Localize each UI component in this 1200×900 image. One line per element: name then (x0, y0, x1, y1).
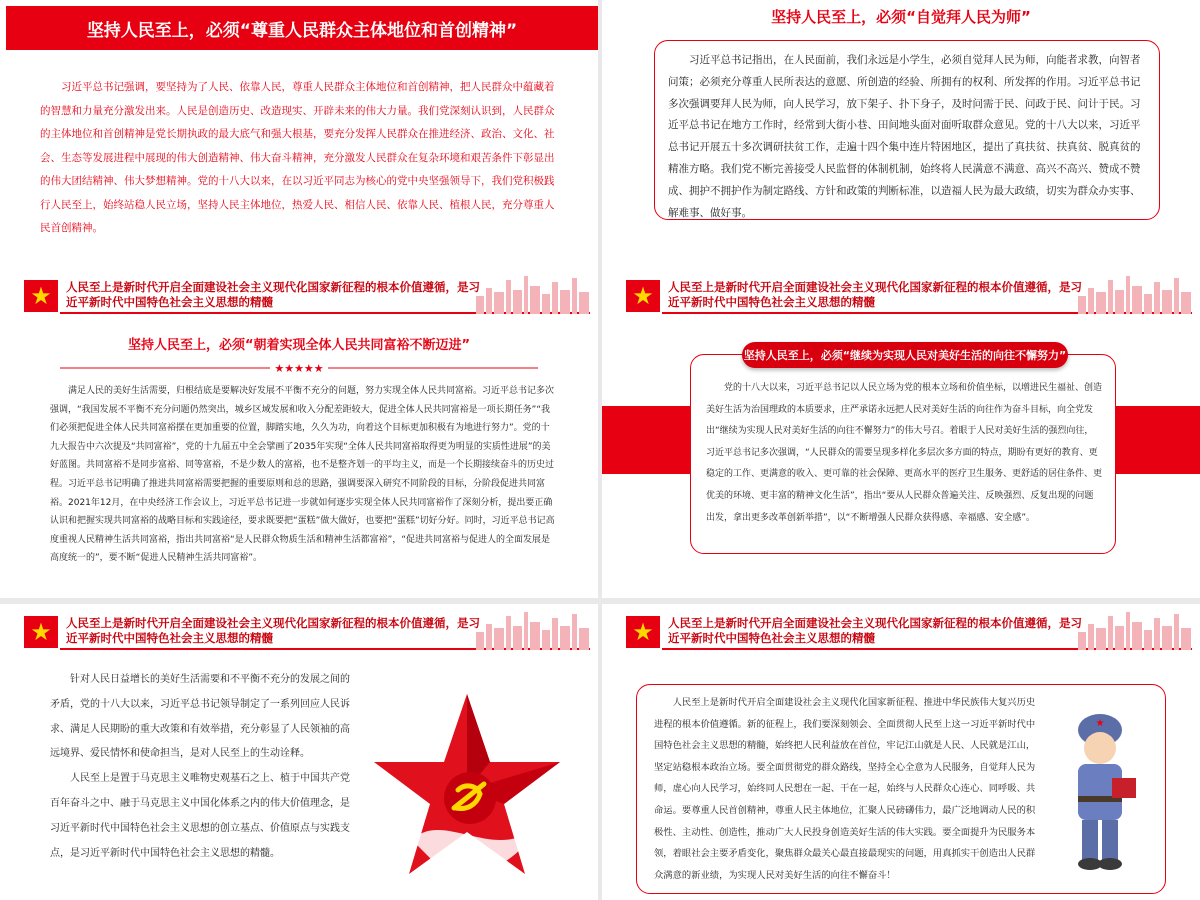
slide-2-body: 习近平总书记指出，在人民面前，我们永远是小学生，必须自觉拜人民为师，向能者求教，向智者问策；必须充分尊重人民所表达的意愿、所创造的经验、所拥有的权利、所发挥的作用。习近平总书记多次强调要拜人民为师，向人民学习，放下架子、扑下身子，及时问需于民、问政于民、问计于民。习近平总书记在地方工作时，经常到大街小巷、田间地头面对面听取群众意见。党的十八大以来，习近平总书记开展五十多次调研扶贫工作，走遍十四个集中连片特困地区，提出了真扶贫、扶真贫、脱真贫的精准方略。我们党不断完善接受人民监督的体制机制，始终将人民满意不满意、高兴不高兴、赞成不赞成、拥护不拥护作为制定路线、方针和政策的判断标准，以造福人民为最大政绩，切实为群众办实事、解难事、做好事。 (668, 54, 1141, 219)
city-skyline-icon (1074, 270, 1194, 314)
star-divider (60, 362, 538, 374)
slide-header (602, 268, 1200, 324)
slide-4-title: 坚持人民至上，必须“继续为实现人民对美好生活的向往不懈努力” (742, 342, 1068, 368)
slide-5-paragraph-2: 人民至上是置于马克思主义唯物史观基石之上、植于中国共产党百年奋斗之中、融于马克思主义中国化体系之内的伟大价值理念，是习近平新时代中国特色社会主义思想的创立基点、价值原点与实践支点，是习近平新时代中国特色社会主义思想的精髓。 (50, 773, 350, 859)
slide-5-paragraph-1: 针对人民日益增长的美好生活需要和不平衡不充分的发展之间的矛盾，党的十八大以来，习近平总书记领导制定了一系列回应人民诉求、满足人民期盼的重大改策和有效举措，充分彰显了人民领袖的高远境界、爱民情怀和使命担当，是对人民至上的生动诠释。 (50, 674, 350, 760)
slide-2-title: 坚持人民至上，必须“自觉拜人民为师” (771, 8, 1031, 26)
star-icon: ★ (30, 282, 52, 310)
slide-header (602, 604, 1200, 660)
slide-6-body: 人民至上是新时代开启全面建设社会主义现代化国家新征程、推进中华民族伟大复兴历史进程的根本价值遵循。新的征程上，我们要深刻领会、全面贯彻人民至上这一习近平新时代中国特色社会主义思想的精髓，始终把人民利益放在首位，牢记江山就是人民、人民就是江山，坚定站稳根本政治立场。要全面贯彻党的群众路线，坚持全心全意为人民服务，自觉拜人民为师，虚心向人民学习，始终同人民想在一起、干在一起，始终与人民群众心连心、同呼吸、共命运。要尊重人民首创精神，尊重人民主体地位，汇聚人民磅礴伟力，最广泛地调动人民的积极性、主动性、创造性，推动广大人民投身创造美好生活的伟大实践。要全面提升为民服务本领，着眼社会主要矛盾变化，聚焦群众最关心最直接最现实的问题，用真抓实干创造出人民群众满意的新业绩，为实现人民对美好生活的向往不懈奋斗！ (654, 697, 1036, 881)
star-badge (24, 616, 58, 648)
star-badge (626, 616, 660, 648)
slide-3 (0, 268, 598, 598)
slide-4 (602, 268, 1200, 598)
star-badge (626, 280, 660, 312)
slide-1-body: 习近平总书记强调，要坚持为了人民、依靠人民，尊重人民群众主体地位和首创精神，把人民群众中蕴藏着的智慧和力量充分激发出来。人民是创造历史、改造现实、开辟未来的伟大力量。我们党深刻认识到，人民群众的主体地位和首创精神是党长期执政的最大底气和强大根基，要充分发挥人民群众在推进经济、政治、文化、社会、生态等发展进程中展现的伟大创造精神、伟大奋斗精神，充分激发人民群众在复杂环境和艰苦条件下彰显出的伟大团结精神、伟大梦想精神。党的十八大以来，在以习近平同志为核心的党中央坚强领导下，我们党积极践行人民至上，始终站稳人民立场，坚持人民主体地位，热爱人民、相信人民、依靠人民、植根人民，充分尊重人民首创精神。 (40, 81, 555, 234)
slide-header (0, 268, 598, 324)
header-title: 人民至上是新时代开启全面建设社会主义现代化国家新征程的根本价值遵循，是习近平新时代中国特色社会主义思想的精髓 (66, 280, 480, 309)
svg-text:★: ★ (1095, 718, 1105, 729)
slide-header (0, 604, 598, 660)
header-title: 人民至上是新时代开启全面建设社会主义现代化国家新征程的根本价值遵循，是习近平新时代中国特色社会主义思想的精髓 (66, 616, 480, 645)
city-skyline-icon (472, 270, 592, 314)
slide-3-body: 满足人民的美好生活需要，归根结底是要解决好发展不平衡不充分的问题，努力实现全体人民共同富裕。习近平总书记多次强调，“我国发展不平衡不充分问题仍然突出，城乡区域发展和收入分配差距较大，促进全体人民共同富裕是一项长期任务”“我们必须把促进全体人民共同富裕摆在更加重要的位置，脚踏实地，久久为功，向着这个目标更加积极有为地进行努力”。党的十九大报告中六次提及“共同富裕”，党的十九届五中全会擘画了2035年实现“全体人民共同富裕取得更为明显的实质性进展”的美好蓝图。共同富裕不是同步富裕、同等富裕，不是少数人的富裕，也不是整齐划一的平均主义，而是一个长期接续奋斗的历史过程。习近平总书记明确了推进共同富裕需要把握的重要原则和总的思路，强调要深入研究不同阶段的目标，分阶段促进共同富裕。2021年12月，在中央经济工作会议上，习近平总书记进一步就如何逐步实现全体人民共同富裕作了深刻分析，提出要正确认识和把握实现共同富裕的战略目标和实践途径，要求既要把“蛋糕”做大做好，也要把“蛋糕”切好分好。同时，习近平总书记高度重视人民精神生活共同富裕，指出共同富裕“是人民群众物质生活和精神生活都富裕”，“促进共同富裕与促进人的全面发展是高度统一的”，要不断“促进人民精神生活共同富裕”。 (50, 386, 555, 564)
star-icon: ★ (632, 282, 654, 310)
city-skyline-icon (1074, 606, 1194, 650)
party-emblem-star-icon (372, 690, 562, 890)
slide-6 (602, 604, 1200, 900)
header-title: 人民至上是新时代开启全面建设社会主义现代化国家新征程的根本价值遵循，是习近平新时代中国特色社会主义思想的精髓 (668, 280, 1082, 309)
city-skyline-icon (472, 606, 592, 650)
slide-5 (0, 604, 598, 900)
slide-5-body (50, 668, 350, 866)
slide-1 (0, 0, 598, 298)
soldier-reading-icon (1054, 702, 1148, 882)
slide-3-title: 坚持人民至上，必须“朝着实现全体人民共同富裕不断迈进” (127, 338, 471, 353)
header-title: 人民至上是新时代开启全面建设社会主义现代化国家新征程的根本价值遵循，是习近平新时代中国特色社会主义思想的精髓 (668, 616, 1082, 645)
star-divider-stars: ★★★★★ (274, 362, 324, 374)
star-badge (24, 280, 58, 312)
star-icon: ★ (30, 618, 52, 646)
slide-4-body: 党的十八大以来，习近平总书记以人民立场为党的根本立场和价值坐标，以增进民生福祉、创造美好生活为治国理政的本质要求，庄严承诺永远把人民对美好生活的向往作为奋斗目标，向全党发出“继续为实现人民对美好生活的向往不懈努力”的伟大号召。着眼于人民对美好生活的强烈向往，习近平总书记多次强调，“人民群众的需要呈现多样化多层次多方面的特点，期盼有更好的教育、更稳定的工作、更满意的收入、更可靠的社会保障、更高水平的医疗卫生服务、更舒适的居住条件、更优美的环境、更丰富的精神文化生活”，指出“要从人民群众普遍关注、反映强烈、反复出现的问题出发，拿出更多改革创新举措”，以“不断增强人民群众获得感、幸福感、安全感”。 (706, 383, 1103, 523)
slide-1-title: 坚持人民至上，必须“尊重人民群众主体地位和首创精神” (6, 6, 598, 50)
star-icon: ★ (632, 618, 654, 646)
slide-2 (602, 0, 1200, 298)
